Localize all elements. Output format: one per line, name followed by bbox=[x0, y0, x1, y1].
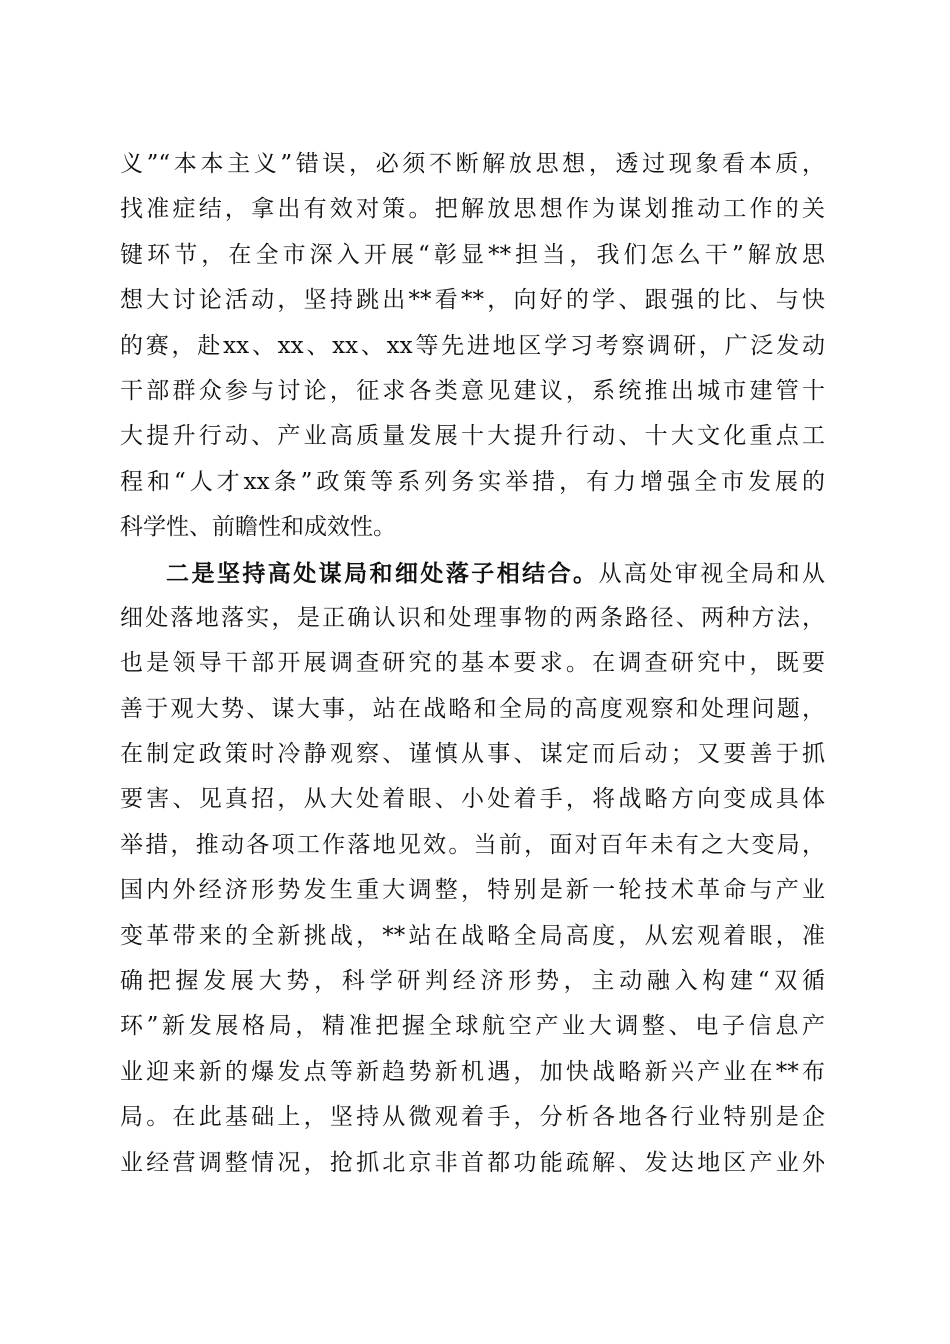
text-line: 键环节，在全市深入开展“彰显**担当，我们怎么干”解放思 bbox=[120, 241, 825, 268]
body-text bbox=[120, 142, 825, 1186]
text-line: 找准症结，拿出有效对策。把解放思想作为谋划推动工作的关 bbox=[120, 196, 825, 223]
text-line: 在制定政策时冷静观察、谨慎从事、谋定而后动；又要善于抓 bbox=[120, 741, 825, 768]
text-line: 要害、见真招，从大处着眼、小处着手，将战略方向变成具体 bbox=[120, 786, 825, 813]
text-line: 也是领导干部开展调查研究的基本要求。在调查研究中，既要 bbox=[120, 650, 825, 677]
text-line: 大提升行动、产业高质量发展十大提升行动、十大文化重点工 bbox=[120, 423, 825, 450]
text-line: 善于观大势、谋大事，站在战略和全局的高度观察和处理问题， bbox=[120, 695, 825, 722]
paragraph-2 bbox=[120, 551, 825, 1186]
text-line: 举措，推动各项工作落地见效。当前，面对百年未有之大变局， bbox=[120, 831, 825, 858]
text-line: 义”“本本主义”错误，必须不断解放思想，透过现象看本质， bbox=[120, 151, 825, 177]
text-run: 从高处审视全局和从 bbox=[598, 560, 825, 587]
text-line: 变革带来的全新挑战，**站在战略全局高度，从宏观着眼，准 bbox=[120, 922, 825, 949]
text-line: 科学性、前瞻性和成效性。 bbox=[120, 514, 396, 541]
section-heading: 二是坚持高处谋局和细处落子相结合。 bbox=[166, 559, 599, 587]
text-line: 业经营调整情况，抢抓北京非首都功能疏解、发达地区产业外 bbox=[120, 1149, 825, 1176]
paragraph-2-first-line bbox=[120, 551, 825, 596]
text-line: 干部群众参与讨论，征求各类意见建议，系统推出城市建管十 bbox=[120, 377, 825, 404]
text-line: 想大讨论活动，坚持跳出**看**，向好的学、跟强的比、与快 bbox=[120, 287, 825, 314]
text-line: 细处落地落实，是正确认识和处理事物的两条路径、两种方法， bbox=[120, 604, 825, 631]
paragraph-1 bbox=[120, 142, 825, 551]
text-line: 环”新发展格局，精准把握全球航空产业大调整、电子信息产 bbox=[120, 1013, 825, 1040]
text-line: 国内外经济形势发生重大调整，特别是新一轮技术革命与产业 bbox=[120, 877, 825, 904]
text-line: 的赛，赴xx、xx、xx、xx等先进地区学习考察调研，广泛发动 bbox=[120, 332, 825, 359]
text-line: 局。在此基础上，坚持从微观着手，分析各地各行业特别是企 bbox=[120, 1104, 825, 1131]
text-line: 程和“人才xx条”政策等系列务实举措，有力增强全市发展的 bbox=[120, 468, 825, 495]
text-line: 确把握发展大势，科学研判经济形势，主动融入构建“双循 bbox=[120, 968, 825, 995]
text-line: 业迎来新的爆发点等新趋势新机遇，加快战略新兴产业在**布 bbox=[120, 1058, 825, 1085]
